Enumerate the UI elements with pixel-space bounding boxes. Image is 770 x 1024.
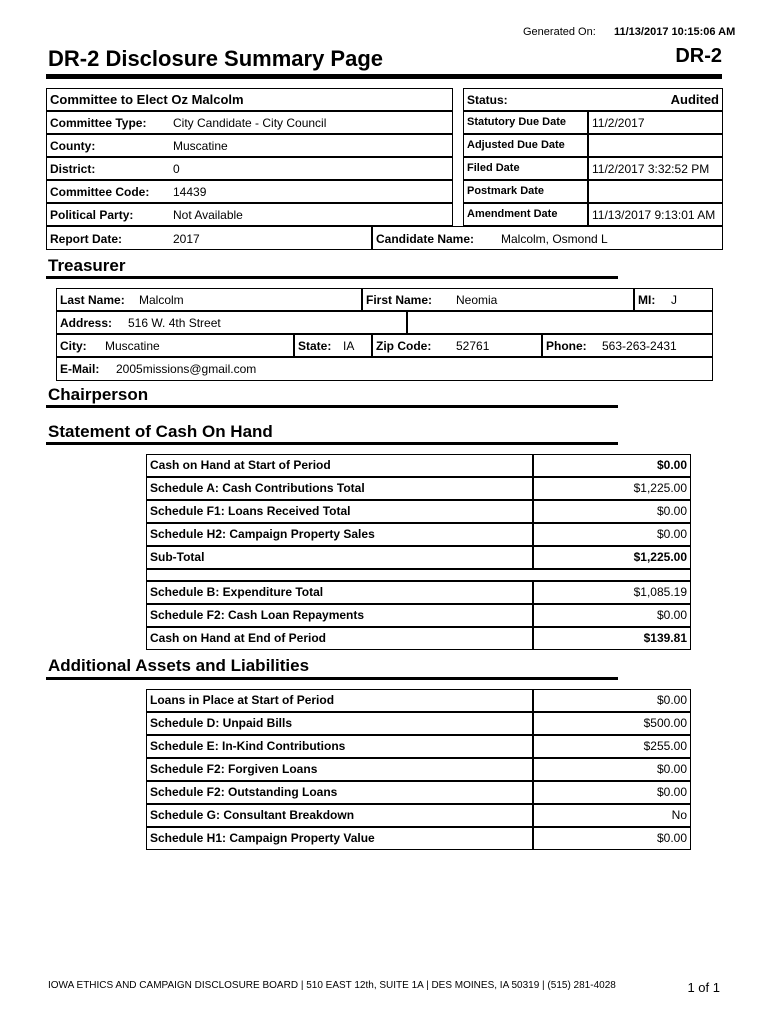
- ledger-row-value: $0.00: [533, 781, 691, 804]
- status-row-label-cell: [463, 157, 588, 180]
- status-row-value: 11/2/2017: [592, 116, 645, 130]
- treasurer-last-name-cell: [56, 288, 362, 311]
- ledger-row-label: Schedule H2: Campaign Property Sales: [146, 523, 533, 546]
- ledger-row-label: Schedule E: In-Kind Contributions: [146, 735, 533, 758]
- status-row-label-cell: [463, 111, 588, 134]
- status-row-value-cell: [588, 111, 723, 134]
- title-rule: [46, 74, 722, 79]
- status-row-value-cell: [588, 180, 723, 203]
- status-row-label-cell: [463, 203, 588, 226]
- ledger-row-value: $0.00: [533, 454, 691, 477]
- candidate-name-label: Candidate Name:: [376, 232, 475, 246]
- treasurer-city-value: Muscatine: [105, 339, 160, 353]
- treasurer-first-name-value: Neomia: [456, 293, 498, 307]
- cash-rule: [46, 442, 618, 445]
- status-row-label-cell: [463, 134, 588, 157]
- treasurer-state-cell: [294, 334, 372, 357]
- committee-code-value: 14439: [173, 185, 207, 199]
- report-date-row: [46, 226, 372, 250]
- district-label: District:: [50, 162, 96, 176]
- status-row-label: Statutory Due Date: [467, 116, 567, 128]
- ledger-row-value: No: [533, 804, 691, 827]
- candidate-name-value: Malcolm, Osmond L: [501, 232, 608, 246]
- committee-code-row: [46, 180, 453, 203]
- status-value: Audited: [670, 92, 719, 107]
- treasurer-last-name-label: Last Name:: [60, 293, 125, 307]
- ledger-row-label: Schedule D: Unpaid Bills: [146, 712, 533, 735]
- treasurer-state-value: IA: [343, 339, 355, 353]
- county-row: [46, 134, 453, 157]
- ledger-row-value: $500.00: [533, 712, 691, 735]
- assets-title: Additional Assets and Liabilities: [48, 656, 310, 675]
- ledger-row-value: $1,225.00: [533, 477, 691, 500]
- treasurer-first-name-cell: [362, 288, 634, 311]
- treasurer-email-cell: [56, 357, 713, 381]
- status-row-label: Postmark Date: [467, 185, 545, 197]
- committee-type-row: [46, 111, 453, 134]
- ledger-row-value: $0.00: [533, 827, 691, 850]
- status-row-value-cell: [588, 134, 723, 157]
- ledger-row-value: $0.00: [533, 758, 691, 781]
- generated-value: 11/13/2017 10:15:06 AM: [614, 26, 736, 38]
- treasurer-zip-cell: [372, 334, 542, 357]
- ledger-row-label: Schedule H1: Campaign Property Value: [146, 827, 533, 850]
- ledger-row-label: Schedule F1: Loans Received Total: [146, 500, 533, 523]
- ledger-row-value: $1,225.00: [533, 546, 691, 569]
- form-code: DR-2: [675, 45, 722, 67]
- treasurer-city-label: City:: [60, 339, 87, 353]
- treasurer-address-value: 516 W. 4th Street: [128, 316, 221, 330]
- treasurer-phone-cell: [542, 334, 713, 357]
- ledger-row-label: Cash on Hand at End of Period: [146, 627, 533, 650]
- report-date-value: 2017: [173, 232, 200, 246]
- treasurer-first-name-label: First Name:: [366, 293, 433, 307]
- treasurer-phone-value: 563-263-2431: [602, 339, 677, 353]
- status-row-value: 11/2/2017 3:32:52 PM: [592, 162, 710, 176]
- ledger-row-label: Loans in Place at Start of Period: [146, 689, 533, 712]
- treasurer-address-cell: [56, 311, 407, 334]
- status-row-value: 11/13/2017 9:13:01 AM: [592, 208, 716, 222]
- treasurer-zip-value: 52761: [456, 339, 490, 353]
- committee-name: Committee to Elect Oz Malcolm: [50, 92, 244, 107]
- status-row-label: Adjusted Due Date: [467, 139, 565, 151]
- committee-name-cell: [46, 88, 453, 111]
- ledger-row-label: Cash on Hand at Start of Period: [146, 454, 533, 477]
- treasurer-email-value: 2005missions@gmail.com: [116, 362, 257, 376]
- ledger-row-value: $1,085.19: [533, 581, 691, 604]
- treasurer-rule: [46, 276, 618, 279]
- district-row: [46, 157, 453, 180]
- candidate-name-row: [372, 226, 723, 250]
- ledger-row-value: $0.00: [533, 500, 691, 523]
- ledger-spacer: [146, 569, 691, 581]
- treasurer-email-label: E-Mail:: [60, 362, 100, 376]
- status-row-value-cell: [588, 157, 723, 180]
- ledger-row-label: Sub-Total: [146, 546, 533, 569]
- treasurer-title: Treasurer: [48, 256, 126, 275]
- ledger-row-value: $0.00: [533, 604, 691, 627]
- status-row-label-cell: [463, 180, 588, 203]
- committee-code-label: Committee Code:: [50, 185, 150, 199]
- treasurer-address-extra-cell: [407, 311, 713, 334]
- cash-title: Statement of Cash On Hand: [48, 422, 273, 441]
- treasurer-mi-value: J: [671, 293, 677, 307]
- status-row-value-cell: [588, 203, 723, 226]
- treasurer-zip-label: Zip Code:: [376, 339, 432, 353]
- ledger-row-label: Schedule F2: Outstanding Loans: [146, 781, 533, 804]
- report-date-label: Report Date:: [50, 232, 123, 246]
- ledger-row-value: $139.81: [533, 627, 691, 650]
- ledger-row-label: Schedule A: Cash Contributions Total: [146, 477, 533, 500]
- county-label: County:: [50, 139, 96, 153]
- treasurer-phone-label: Phone:: [546, 339, 587, 353]
- committee-type-value: City Candidate - City Council: [173, 116, 327, 130]
- ledger-row-label: Schedule F2: Cash Loan Repayments: [146, 604, 533, 627]
- district-value: 0: [173, 162, 180, 176]
- ledger-row-value: $0.00: [533, 689, 691, 712]
- treasurer-mi-cell: [634, 288, 713, 311]
- footer-address: IOWA ETHICS AND CAMPAIGN DISCLOSURE BOARD | 510 EAST 12th, SUITE 1A | DES MOINES, IA 50319 | (515) 281-4028: [48, 980, 616, 991]
- page-number: 1 of 1: [687, 980, 720, 995]
- treasurer-state-label: State:: [298, 339, 332, 353]
- political-party-label: Political Party:: [50, 208, 134, 222]
- treasurer-city-cell: [56, 334, 294, 357]
- page-title: DR-2 Disclosure Summary Page: [48, 46, 384, 71]
- ledger-row-value: $255.00: [533, 735, 691, 758]
- county-value: Muscatine: [173, 139, 228, 153]
- ledger-row-value: $0.00: [533, 523, 691, 546]
- status-row-label: Amendment Date: [467, 208, 558, 220]
- political-party-value: Not Available: [173, 208, 243, 222]
- treasurer-mi-label: MI:: [638, 293, 656, 307]
- political-party-row: [46, 203, 453, 226]
- status-row: [463, 88, 723, 111]
- treasurer-address-label: Address:: [60, 316, 113, 330]
- chairperson-rule: [46, 405, 618, 408]
- assets-rule: [46, 677, 618, 680]
- treasurer-last-name-value: Malcolm: [139, 293, 184, 307]
- status-row-label: Filed Date: [467, 162, 520, 174]
- ledger-row-label: Schedule F2: Forgiven Loans: [146, 758, 533, 781]
- status-label: Status:: [467, 93, 508, 107]
- generated-label: Generated On:: [523, 26, 596, 38]
- chairperson-title: Chairperson: [48, 385, 149, 404]
- committee-type-label: Committee Type:: [50, 116, 147, 130]
- ledger-row-label: Schedule B: Expenditure Total: [146, 581, 533, 604]
- ledger-row-label: Schedule G: Consultant Breakdown: [146, 804, 533, 827]
